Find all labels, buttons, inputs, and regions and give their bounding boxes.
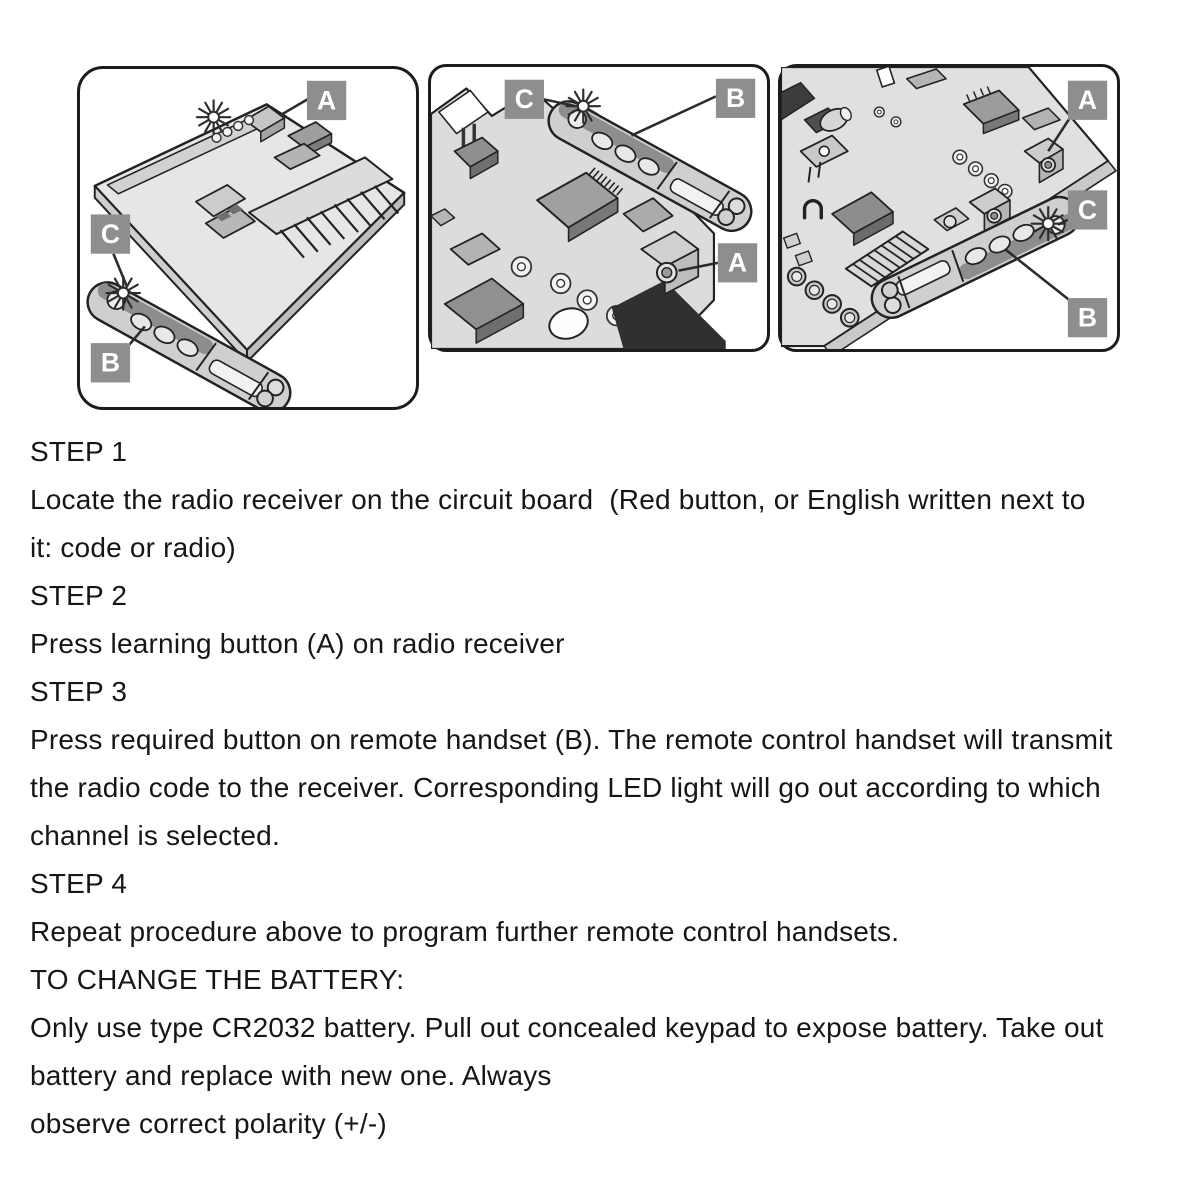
badge-letter: A <box>317 85 337 116</box>
instruction-line: Press learning button (A) on radio receiver <box>30 628 565 659</box>
figure-panel-1 <box>77 66 419 410</box>
figure-panel-3 <box>778 64 1120 352</box>
badge-a <box>1068 81 1107 120</box>
badge-letter: A <box>1077 85 1098 116</box>
badge-letter: A <box>727 247 748 278</box>
figure-panel-2 <box>428 64 770 352</box>
callout-line-b <box>1005 249 1072 302</box>
battery-heading: TO CHANGE THE BATTERY: <box>30 964 405 995</box>
instruction-line: it: code or radio) <box>30 532 236 563</box>
step-1-heading: STEP 1 <box>30 436 128 467</box>
badge-c <box>505 80 544 119</box>
badge-b <box>91 343 130 382</box>
badge-a <box>307 81 346 120</box>
badge-letter: B <box>100 347 121 378</box>
badge-a <box>718 243 757 282</box>
instruction-line: the radio code to the receiver. Corresponding LED light will go out according to which <box>30 772 1101 803</box>
badge-letter: C <box>514 84 534 115</box>
callout-line-c <box>113 254 127 287</box>
instruction-line: channel is selected. <box>30 820 280 851</box>
badge-b <box>716 79 755 118</box>
badge-c <box>1068 190 1107 229</box>
badge-letter: B <box>1077 302 1098 333</box>
instruction-line: Only use type CR2032 battery. Pull out concealed keypad to expose battery. Take out <box>30 1012 1104 1043</box>
instruction-line: battery and replace with new one. Always <box>30 1060 552 1091</box>
step-4-heading: STEP 4 <box>30 868 128 899</box>
instruction-text <box>30 428 1190 1148</box>
badge-letter: B <box>725 83 746 114</box>
instruction-line: Repeat procedure above to program further remote control handsets. <box>30 916 900 947</box>
badge-b <box>1068 298 1107 337</box>
step-3-heading: STEP 3 <box>30 676 128 707</box>
instruction-line: Press required button on remote handset (B). The remote control handset will transmit <box>30 724 1113 755</box>
instruction-line: observe correct polarity (+/-) <box>30 1108 387 1139</box>
step-2-heading: STEP 2 <box>30 580 128 611</box>
instruction-line: Locate the radio receiver on the circuit board (Red button, or English written next to <box>30 484 1086 515</box>
badge-c <box>91 214 130 253</box>
callout-line-a <box>280 98 308 115</box>
callout-line-b <box>631 96 715 135</box>
badge-letter: C <box>100 218 121 249</box>
badge-letter: C <box>1077 194 1098 225</box>
